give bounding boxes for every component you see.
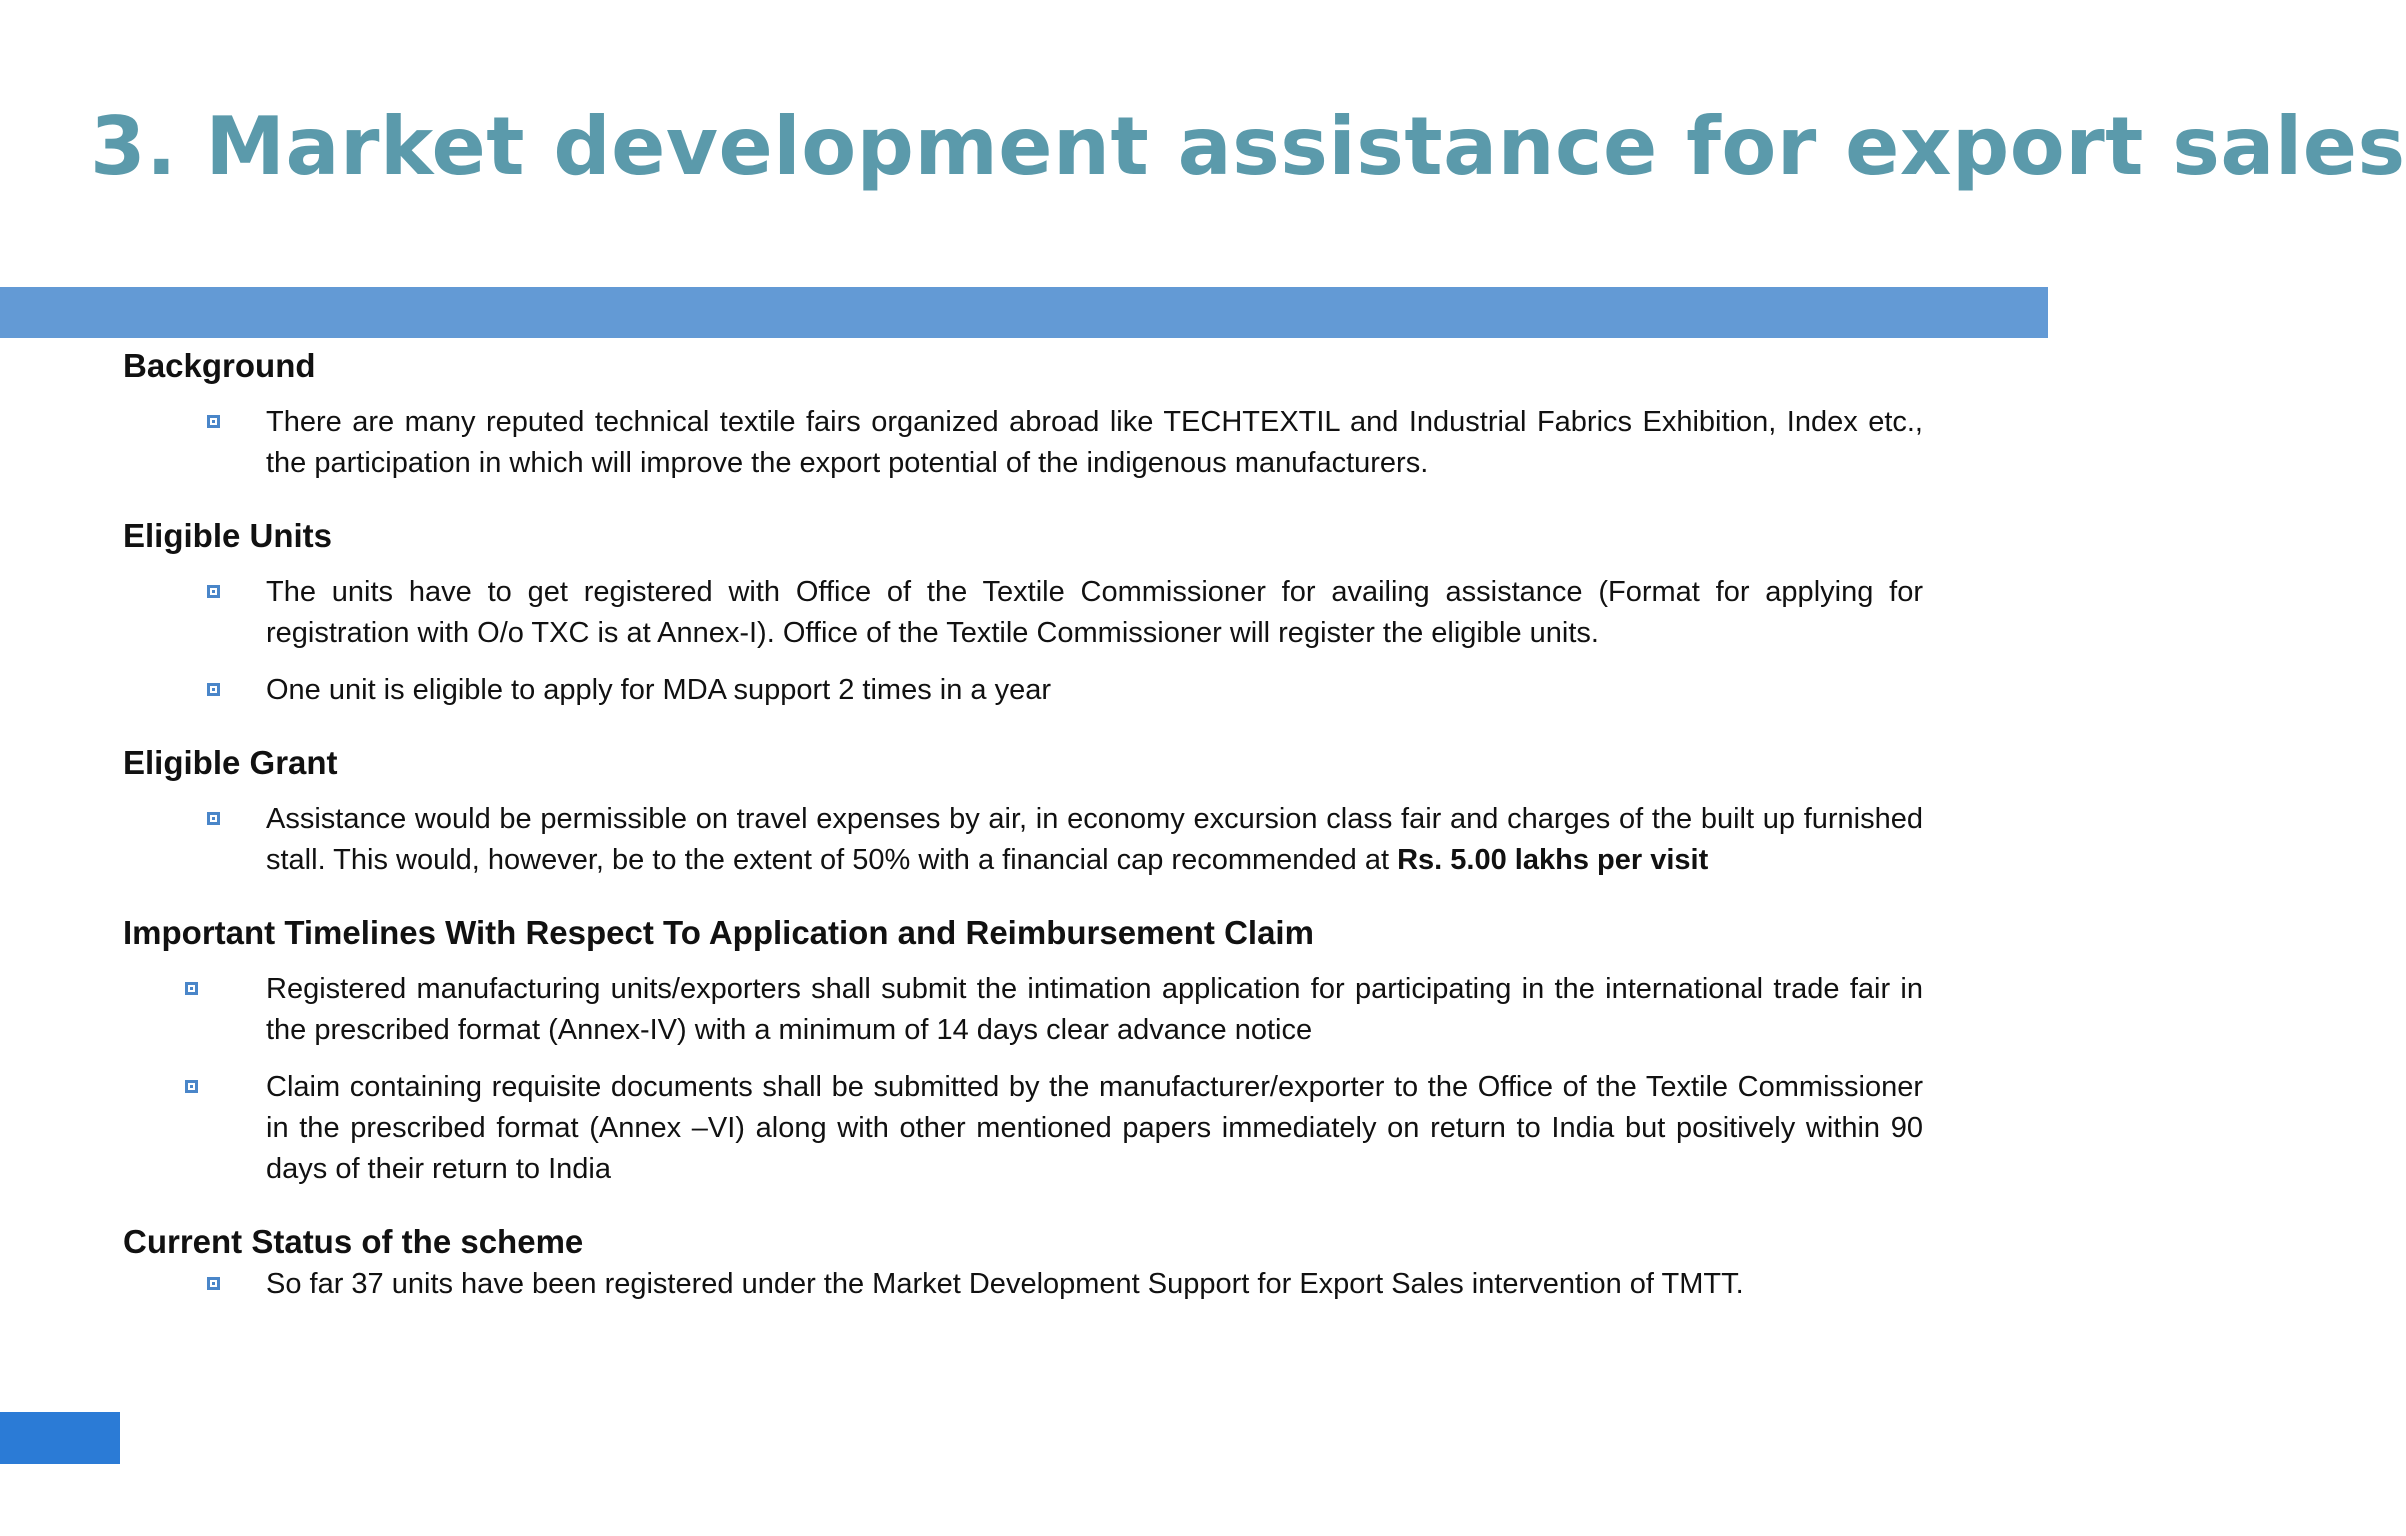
- section-eligible-units: [123, 514, 1923, 711]
- section-heading-eligible-units: Eligible Units: [123, 517, 333, 554]
- section-heading-eligible-grant: Eligible Grant: [123, 744, 338, 781]
- square-bullet-icon: [207, 415, 220, 428]
- bullet-text: There are many reputed technical textile fairs organized abroad like TECHTEXTIL and Industrial Fabrics Exhibition, Index etc., the participation in which will improve the export potential of the indigenous manufacturers.: [266, 406, 1923, 479]
- list-item: [123, 799, 1923, 881]
- footer-corner-block: [0, 1412, 120, 1464]
- list-item: [123, 670, 1923, 711]
- slide-title: 3. Market development assistance for export sales: [90, 100, 2406, 193]
- square-bullet-icon: [207, 812, 220, 825]
- bullet-text: One unit is eligible to apply for MDA support 2 times in a year: [266, 674, 1051, 706]
- list-item: [123, 402, 1923, 484]
- bullet-text: So far 37 units have been registered under the Market Development Support for Export Sales intervention of TMTT.: [266, 1268, 1744, 1300]
- section-heading-important-timelines: Important Timelines With Respect To Application and Reimbursement Claim: [123, 914, 1314, 951]
- square-bullet-icon: [207, 683, 220, 696]
- slide-body: [123, 344, 1923, 1321]
- section-important-timelines: [123, 911, 1923, 1190]
- bullet-text: Registered manufacturing units/exporters shall submit the intimation application for participating in the international trade fair in the prescribed format (Annex-IV) with a minimum of 14 days clear advance notice: [266, 973, 1923, 1046]
- bullet-list-current-status: [123, 1264, 1923, 1305]
- square-bullet-icon: [207, 1277, 220, 1290]
- list-item: [123, 572, 1923, 654]
- section-heading-background: Background: [123, 347, 316, 384]
- bullet-text: Claim containing requisite documents shall be submitted by the manufacturer/exporter to the Office of the Textile Commissioner in the prescribed format (Annex –VI) along with other mentioned papers immediately on return to India but positively within 90 days of their return to India: [266, 1071, 1923, 1185]
- list-item: [123, 1067, 1923, 1190]
- header-accent-band: [0, 287, 2048, 338]
- section-current-status: [123, 1220, 1923, 1305]
- bullet-list-eligible-grant: [123, 799, 1923, 881]
- bullet-text: Assistance would be permissible on travel expenses by air, in economy excursion class fair and charges of the built up furnished stall. This would, however, be to the extent of 50% with a financial cap recommended at: [266, 803, 1923, 876]
- list-item: [123, 969, 1923, 1051]
- section-background: [123, 344, 1923, 484]
- grant-cap-amount: Rs. 5.00 lakhs per visit: [1397, 844, 1709, 876]
- square-bullet-icon: [185, 1080, 198, 1093]
- bullet-list-important-timelines: [123, 969, 1923, 1190]
- bullet-list-eligible-units: [123, 572, 1923, 711]
- bullet-text: The units have to get registered with Office of the Textile Commissioner for availing assistance (Format for applying for registration with O/o TXC is at Annex-I). Office of the Textile Commissioner will register the eligible units.: [266, 576, 1923, 649]
- bullet-list-background: [123, 402, 1923, 484]
- section-eligible-grant: [123, 741, 1923, 881]
- square-bullet-icon: [185, 982, 198, 995]
- section-heading-current-status: Current Status of the scheme: [123, 1223, 584, 1260]
- list-item: [123, 1264, 1923, 1305]
- square-bullet-icon: [207, 585, 220, 598]
